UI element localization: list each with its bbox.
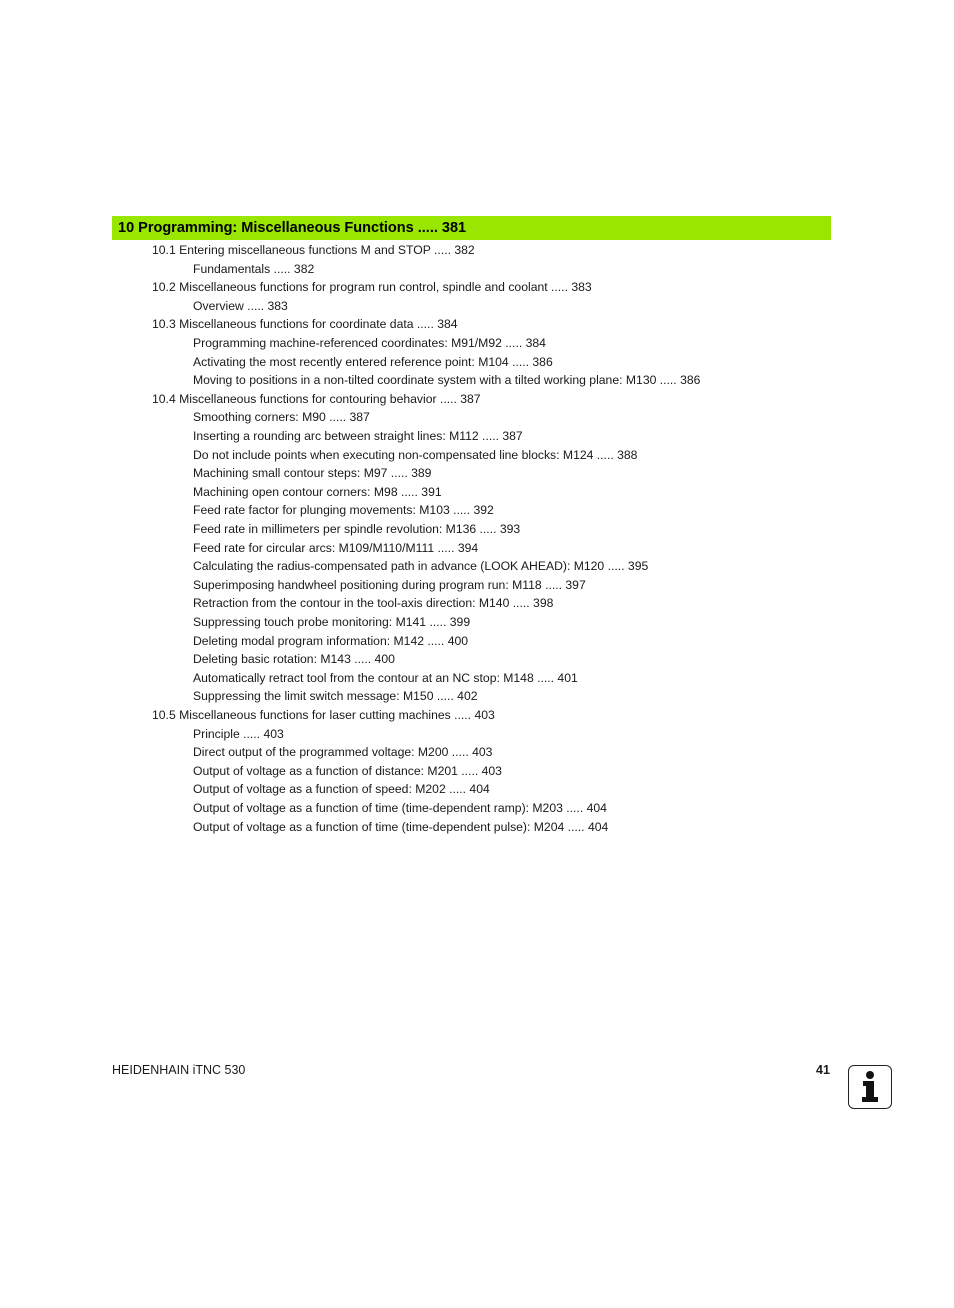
toc-subsection-entry[interactable]: Output of voltage as a function of speed: M202 ..... 404 [193,782,490,797]
toc-section-entry[interactable]: 10.1 Entering miscellaneous functions M and STOP ..... 382 [152,243,475,257]
info-icon [848,1065,892,1109]
toc-subsection-entry[interactable]: Suppressing touch probe monitoring: M141 ..... 399 [193,615,471,629]
chapter-heading: 10 Programming: Miscellaneous Functions ..... 381 [112,216,831,240]
toc-subsection-entry[interactable]: Automatically retract tool from the contour at an NC stop: M148 ..... 401 [193,670,578,685]
toc-subsection-entry[interactable]: Feed rate for circular arcs: M109/M110/M111 ..... 394 [193,540,479,555]
toc-subsection-entry[interactable]: Moving to positions in a non-tilted coordinate system with a tilted working plane: M130 ..... 386 [193,373,701,388]
toc-subsection-entry[interactable]: Calculating the radius-compensated path in advance (LOOK AHEAD): M120 ..... 395 [193,559,649,574]
info-glyph [849,1066,890,1107]
toc-subsection-entry[interactable]: Smoothing corners: M90 ..... 387 [193,410,370,425]
toc-subsection-entry[interactable]: Fundamentals ..... 382 [193,261,315,276]
toc-section-entry[interactable]: 10.5 Miscellaneous functions for laser cutting machines ..... 403 [152,708,495,722]
footer-manual-title: HEIDENHAIN iTNC 530 [112,1063,246,1077]
toc-subsection-entry[interactable]: Retraction from the contour in the tool-axis direction: M140 ..... 398 [193,596,554,611]
toc-subsection-entry[interactable]: Output of voltage as a function of distance: M201 ..... 403 [193,763,502,778]
toc-subsection-entry[interactable]: Machining open contour corners: M98 ..... 391 [193,484,442,499]
toc-section-entry[interactable]: 10.2 Miscellaneous functions for program run control, spindle and coolant ..... 383 [152,280,592,295]
toc-subsection-entry[interactable]: Activating the most recently entered reference point: M104 ..... 386 [193,354,553,369]
toc-subsection-entry[interactable]: Feed rate factor for plunging movements: M103 ..... 392 [193,503,494,518]
toc-subsection-entry[interactable]: Output of voltage as a function of time (time-dependent ramp): M203 ..... 404 [193,801,607,815]
toc-section-entry[interactable]: 10.3 Miscellaneous functions for coordinate data ..... 384 [152,317,458,332]
toc-subsection-entry[interactable]: Suppressing the limit switch message: M150 ..... 402 [193,689,478,704]
toc-subsection-entry[interactable]: Principle ..... 403 [193,726,284,741]
toc-subsection-entry[interactable]: Direct output of the programmed voltage: M200 ..... 403 [193,745,493,760]
toc-subsection-entry[interactable]: Overview ..... 383 [193,298,288,313]
toc-subsection-entry[interactable]: Output of voltage as a function of time (time-dependent pulse): M204 ..... 404 [193,819,609,834]
toc-subsection-entry[interactable]: Deleting modal program information: M142 ..... 400 [193,633,469,648]
toc-subsection-entry[interactable]: Programming machine-referenced coordinates: M91/M92 ..... 384 [193,336,546,350]
toc-subsection-entry[interactable]: Machining small contour steps: M97 ..... 389 [193,466,432,481]
toc-subsection-entry[interactable]: Superimposing handwheel positioning during program run: M118 ..... 397 [193,577,586,592]
toc-section-entry[interactable]: 10.4 Miscellaneous functions for contouring behavior ..... 387 [152,391,481,406]
toc-subsection-entry[interactable]: Feed rate in millimeters per spindle revolution: M136 ..... 393 [193,522,521,536]
toc-subsection-entry[interactable]: Inserting a rounding arc between straight lines: M112 ..... 387 [193,429,523,443]
page-number: 41 [816,1063,830,1077]
toc-subsection-entry[interactable]: Do not include points when executing non-compensated line blocks: M124 ..... 388 [193,447,638,462]
toc-subsection-entry[interactable]: Deleting basic rotation: M143 ..... 400 [193,652,395,667]
